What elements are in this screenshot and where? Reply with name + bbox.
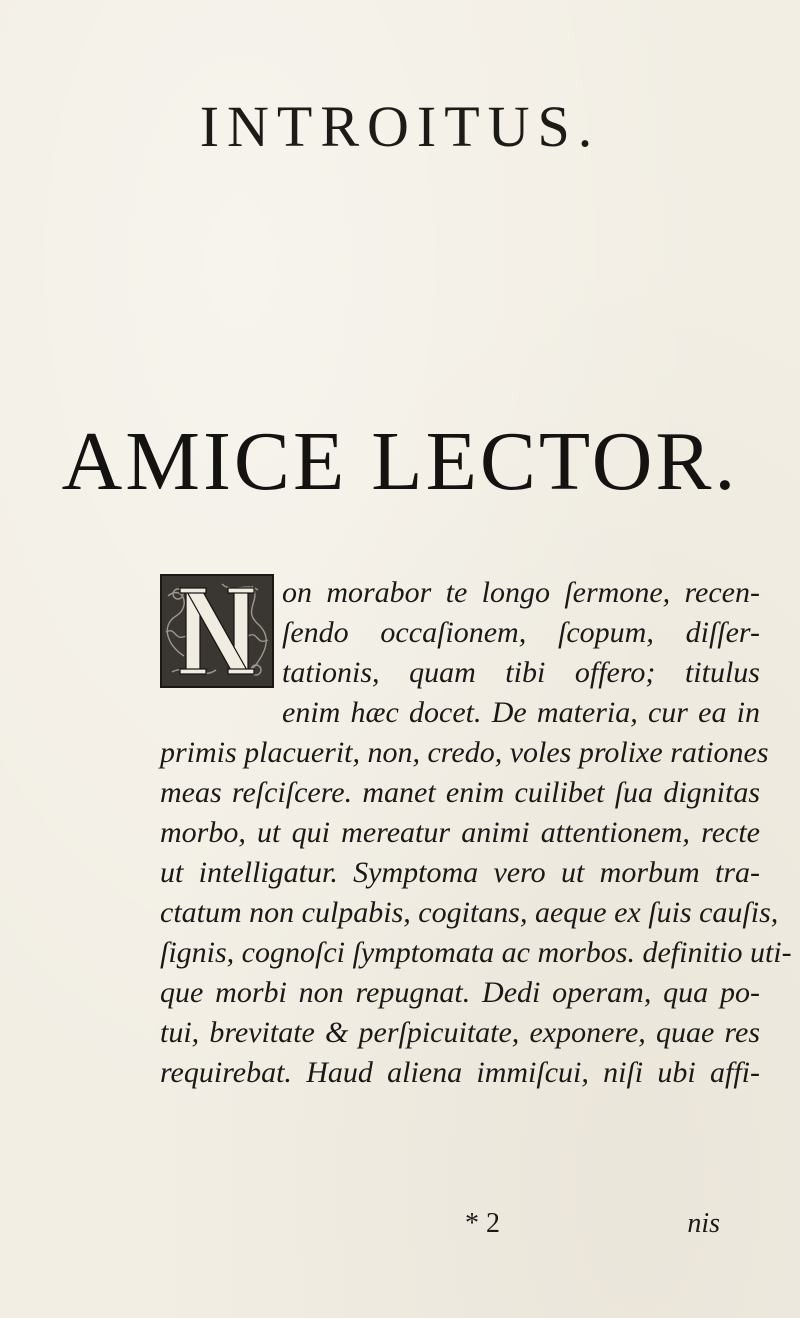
text-line-6: meas reſciſcere. manet enim cuilibet ſua dignitas — [160, 776, 760, 809]
catchword: nis — [687, 1208, 720, 1239]
text-line-13: requirebat. Haud aliena immiſcui, niſi ubi affi- — [160, 1056, 760, 1089]
body-paragraph — [160, 573, 792, 1093]
text-line-10: ſignis, cognoſci ſymptomata ac morbos. definitio uti- — [160, 936, 792, 969]
footer-row — [160, 1208, 760, 1242]
running-head: INTROITUS. — [199, 94, 601, 159]
text-line-8: ut intelligatur. Symptoma vero ut morbum tra- — [160, 856, 760, 889]
text-line-9: ctatum non culpabis, cogitans, aeque ex ſuis cauſis, — [160, 896, 779, 929]
section-title: AMICE LECTOR. — [61, 415, 739, 508]
signature-mark: * 2 — [465, 1208, 500, 1239]
text-line-2: ſendo occaſionem, ſcopum, diſſer- — [282, 616, 760, 649]
text-line-12: tui, brevitate & perſpicuitate, exponere, quae res — [160, 1016, 760, 1049]
text-line-11: que morbi non repugnat. Dedi operam, qua po- — [160, 976, 760, 1009]
text-line-1: on morabor te longo ſermone, recen- — [282, 576, 760, 609]
text-line-4: enim hæc docet. De materia, cur ea in — [282, 696, 760, 729]
text-line-7: morbo, ut qui mereatur animi attentionem, recte — [160, 816, 760, 849]
text-line-5: primis placuerit, non, credo, voles prolixe rationes — [160, 736, 769, 769]
text-line-3: tationis, quam tibi offero; titulus — [282, 656, 760, 689]
